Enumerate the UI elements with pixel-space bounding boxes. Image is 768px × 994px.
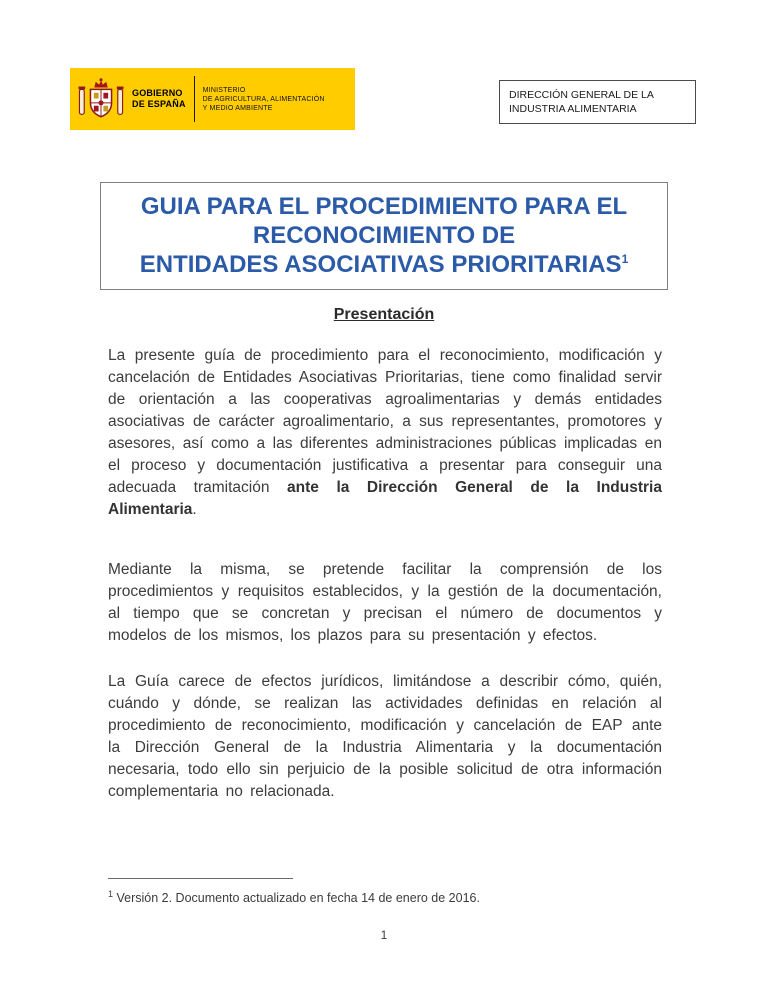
title-line-1: GUIA PARA EL PROCEDIMIENTO PARA EL (140, 193, 628, 220)
department-line1: DIRECCIÓN GENERAL DE LA (509, 89, 654, 101)
paragraph-2: Mediante la misma, se pretende facilitar la comprensión de los procedimientos y requisitos establecidos, y la gestión de la documentación, al tiempo que se concretan y precisan el número de documentos y modelos de los mismos, los plazos para su presentación y efectos. (108, 561, 662, 644)
ministerio-label-line3: Y MEDIO AMBIENTE (202, 104, 273, 112)
ministerio-label (203, 86, 325, 113)
gobierno-label-line1: GOBIERNO (132, 88, 183, 98)
page-number: 1 (380, 928, 388, 942)
title-line-3: ENTIDADES ASOCIATIVAS PRIORITARIAS$^1$ (139, 251, 629, 278)
ministerio-label-line1: MINISTERIO (202, 86, 246, 94)
paragraph-1-bold-text: ante la Dirección General de la Industria Alimentaria (108, 479, 662, 518)
title-footnote-reference: 1 (621, 252, 629, 266)
gobierno-label (132, 88, 186, 110)
department-line2: INDUSTRIA ALIMENTARIA (509, 103, 637, 115)
section-heading (0, 306, 768, 324)
gobierno-label-line2: DE ESPAÑA (132, 99, 186, 109)
gobierno-espana-logo (70, 68, 355, 130)
section-heading-text: Presentación (333, 306, 435, 323)
ministerio-label-line2: DE AGRICULTURA, ALIMENTACIÓN (202, 95, 325, 103)
title-line-2: RECONOCIMIENTO DE (252, 222, 516, 249)
footnote-separator (108, 878, 293, 879)
department-box (499, 80, 696, 124)
logo-divider (194, 76, 195, 122)
paragraph-1: La presente guía de procedimiento para el reconocimiento, modificación y cancelación de Entidades Asociativas Prioritarias, tiene como finalidad servir de orientación a las cooperativas agroalimentarias y demás entidades asociativas de carácter agroalimentario, a sus representantes, promotores y asesores, así como a las diferentes administraciones públicas implicadas en el proceso y documentación justificativa a presentar para conseguir una adecuada tramitación ante la Dirección General de la Industria Alimentaria. (108, 347, 662, 518)
paragraph-3: La Guía carece de efectos jurídicos, limitándose a describir cómo, quién, cuándo y dónde, se realizan las actividades definidas en relación al procedimiento de reconocimiento, modificación y cancelación de EAP ante la Dirección General de la Industria Alimentaria y la documentación necesaria, todo ello sin perjuicio de la posible solicitud de otra información complementaria no relacionada. (108, 673, 662, 800)
document-header (70, 68, 696, 130)
document-title (100, 182, 668, 290)
document-body (108, 345, 662, 825)
footnote-text: $^1$ Versión 2. Documento actualizado en fecha 14 de enero de 2016. (108, 889, 480, 906)
spain-coat-of-arms-icon (78, 76, 124, 122)
footnote (108, 878, 662, 906)
footnote-reference: 1 (108, 889, 114, 899)
